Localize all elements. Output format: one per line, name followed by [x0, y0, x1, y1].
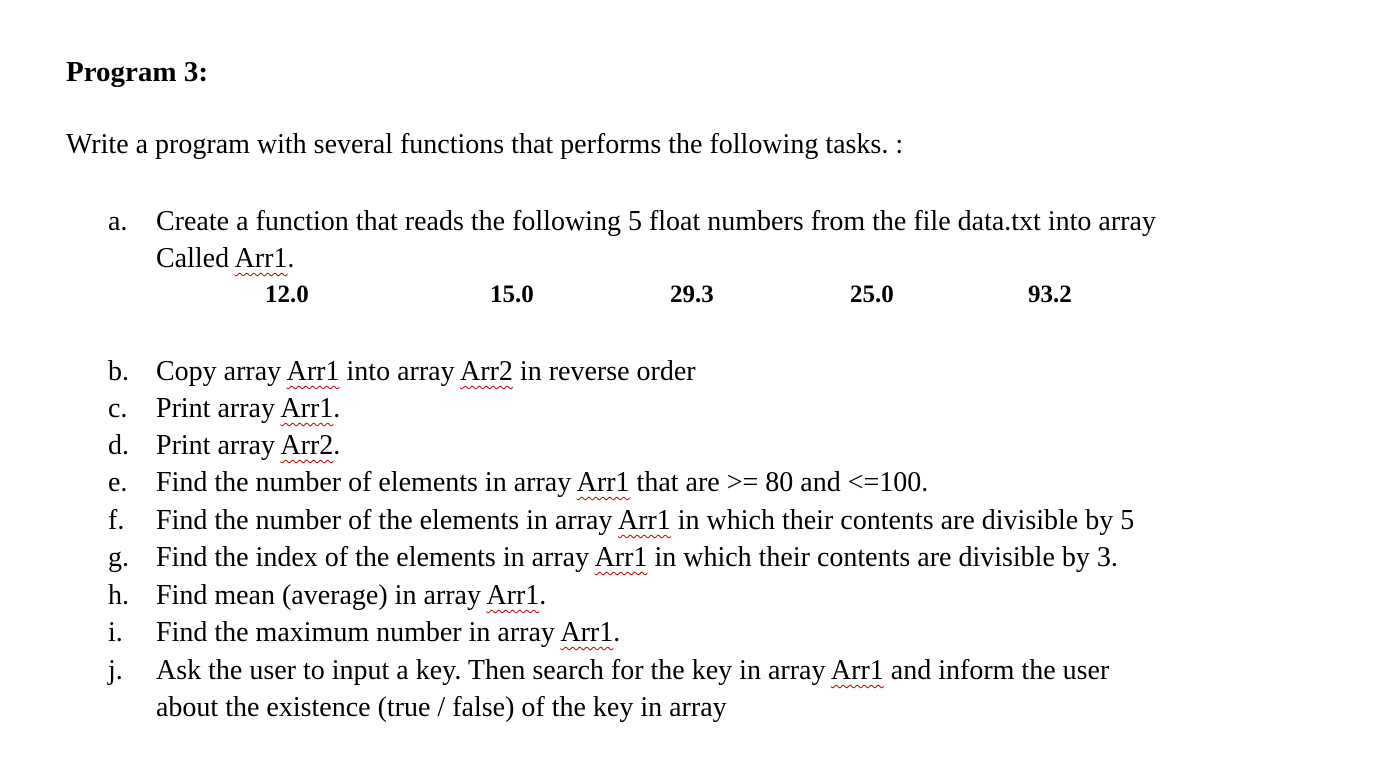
list-marker: g.: [108, 542, 129, 573]
text-segment: Find the maximum number in array: [156, 617, 561, 648]
list-item-text: [156, 577, 546, 614]
text-segment: in which their contents are divisible by 5: [670, 505, 1135, 536]
list-item-text: [156, 464, 928, 501]
text-segment: .: [287, 243, 295, 274]
list-item-g: [108, 539, 1308, 576]
text-segment: .: [333, 430, 341, 461]
list-item-text: [156, 652, 1109, 689]
array-name: Arr1: [280, 393, 334, 424]
list-item-h: [108, 577, 1308, 614]
list-item-text: [156, 539, 1118, 576]
array-name: Arr2: [280, 430, 334, 461]
text-segment: in reverse order: [512, 356, 696, 387]
array-name: Arr1: [486, 580, 540, 611]
list-item-i: [108, 614, 1308, 651]
number-value: 15.0: [490, 281, 534, 308]
list-item-c: [108, 390, 1308, 427]
list-item-d: [108, 427, 1308, 464]
list-item-text: [156, 353, 696, 390]
number-value: 93.2: [1028, 281, 1072, 308]
list-item-text-line2: about the existence (true / false) of the key in array: [156, 692, 727, 723]
text-segment: Find the number of elements in array: [156, 467, 577, 498]
text-segment: Copy array: [156, 356, 287, 387]
text-segment: Find the index of the elements in array: [156, 542, 595, 573]
list-marker: a.: [108, 206, 128, 237]
list-item-text: [156, 390, 340, 427]
list-marker: b.: [108, 356, 129, 387]
text-segment: into array: [339, 356, 461, 387]
array-name: Arr1: [286, 356, 340, 387]
text-segment: .: [539, 580, 547, 611]
array-name: Arr1: [560, 617, 614, 648]
list-marker: c.: [108, 393, 128, 424]
list-item-e: [108, 464, 1308, 501]
page-title: Program 3:: [66, 56, 208, 88]
list-marker: e.: [108, 467, 128, 498]
text-segment: Ask the user to input a key. Then search for the key in array: [156, 655, 831, 686]
text-segment: in which their contents are divisible by 3.: [647, 542, 1118, 573]
number-value: 25.0: [850, 281, 894, 308]
array-name: Arr1: [617, 505, 671, 536]
list-marker: j.: [108, 655, 123, 686]
text-segment: .: [333, 393, 341, 424]
list-marker: f.: [108, 505, 125, 536]
text-segment: Print array: [156, 430, 281, 461]
text-segment: .: [613, 617, 621, 648]
number-value: 12.0: [265, 281, 309, 308]
intro-text: Write a program with several functions that performs the following tasks. :: [66, 129, 904, 160]
list-item-text: [156, 614, 620, 651]
number-value: 29.3: [670, 281, 714, 308]
list-item-f: [108, 502, 1308, 539]
array-name: Arr1: [830, 655, 884, 686]
list-item-text: [156, 502, 1134, 539]
text-segment: Find the number of the elements in array: [156, 505, 618, 536]
list-item-b: [108, 353, 1308, 390]
text-segment: Find mean (average) in array: [156, 580, 487, 611]
list-item-j: [108, 652, 1308, 726]
text-segment: Print array: [156, 393, 281, 424]
array-name: Arr2: [460, 356, 513, 387]
list-marker: h.: [108, 580, 129, 611]
text-segment: and inform the user: [883, 655, 1110, 686]
list-marker: i.: [108, 617, 123, 648]
list-item-text-line2: [156, 240, 294, 277]
text-segment: that are >= 80 and <=100.: [629, 467, 929, 498]
array-name: Arr1: [576, 467, 630, 498]
array-name: Arr1: [234, 243, 288, 274]
list-item-text: Create a function that reads the following 5 float numbers from the file data.txt into array: [156, 206, 1156, 237]
array-name: Arr1: [594, 542, 648, 573]
list-marker: d.: [108, 430, 129, 461]
list-item-text: [156, 427, 340, 464]
text-segment: Called: [156, 243, 235, 274]
